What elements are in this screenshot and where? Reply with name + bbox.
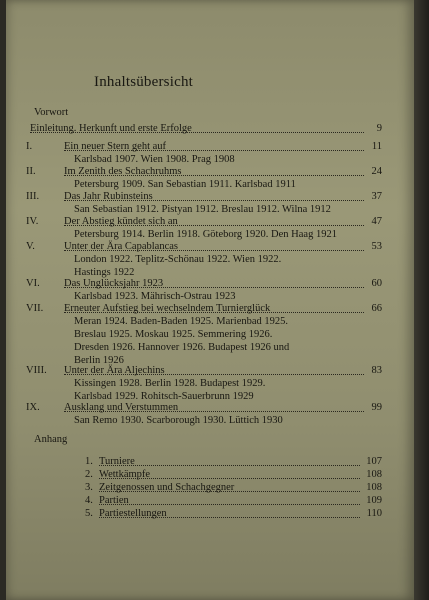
- appendix-number: 1.: [85, 456, 93, 467]
- appendix-title: Partien: [99, 495, 129, 506]
- chapter-tournaments: Karlsbad 1923. Mährisch-Ostrau 1923: [74, 291, 236, 302]
- chapter-tournaments: Dresden 1926. Hannover 1926. Budapest 1926 und: [74, 342, 290, 353]
- book-page: [6, 0, 414, 600]
- chapter-tournaments: Karlsbad 1907. Wien 1908. Prag 1908: [74, 154, 235, 165]
- leader-dots: [99, 465, 360, 466]
- chapter-title: Unter der Ära Aljechins: [64, 365, 165, 376]
- chapter-number: V.: [26, 241, 35, 252]
- intro-entry: [30, 122, 382, 135]
- chapter-page: 60: [371, 278, 382, 289]
- appendix-number: 2.: [85, 469, 93, 480]
- chapter-number: I.: [26, 141, 33, 152]
- appendix-title: Zeitgenossen und Schachgegner: [99, 482, 235, 493]
- foreword-label: Vorwort: [34, 107, 69, 118]
- chapter-page: 83: [371, 365, 382, 376]
- appendix-number: 3.: [85, 482, 93, 493]
- chapter-title: Das Unglücksjahr 1923: [64, 278, 164, 289]
- appendix-title: Wettkämpfe: [99, 469, 151, 480]
- chapter-number: VII.: [26, 303, 44, 314]
- chapter-title: Unter der Ära Capablancas: [64, 241, 178, 252]
- chapter-title: Ein neuer Stern geht auf: [64, 141, 167, 152]
- page-title: Inhaltsübersicht: [94, 74, 194, 90]
- appendix-page: 108: [366, 482, 382, 493]
- chapter-number: III.: [26, 191, 40, 202]
- appendix-title: Turniere: [99, 456, 135, 467]
- chapter-tournaments: San Remo 1930. Scarborough 1930. Lüttich 1930: [74, 415, 283, 426]
- appendix-page: 108: [366, 469, 382, 480]
- chapter-title: Das Jahr Rubinsteins: [64, 191, 153, 202]
- chapter-page: 24: [371, 166, 382, 177]
- chapter-page: 11: [371, 141, 382, 152]
- chapter-tournaments: Petersburg 1909. San Sebastian 1911. Karlsbad 1911: [74, 179, 296, 190]
- chapter-page: 53: [371, 241, 382, 252]
- chapter-number: II.: [26, 166, 36, 177]
- chapter-number: IX.: [26, 402, 40, 413]
- chapter-tournaments: Kissingen 1928. Berlin 1928. Budapest 1929.: [74, 378, 266, 389]
- chapter-tournaments: Berlin 1926: [74, 355, 124, 366]
- chapter-tournaments: Breslau 1925. Moskau 1925. Semmering 1926.: [74, 329, 273, 340]
- chapter-tournaments: San Sebastian 1912. Pistyan 1912. Breslau 1912. Wilna 1912: [74, 204, 331, 215]
- chapter-page: 37: [371, 191, 382, 202]
- appendix-number: 5.: [85, 508, 93, 519]
- chapter-tournaments: London 1922. Teplitz-Schönau 1922. Wien 1922.: [74, 254, 282, 265]
- chapter-title: Erneuter Aufstieg bei wechselndem Turnierglück: [64, 303, 271, 314]
- intro-page: 9: [376, 123, 382, 134]
- intro-label: Einleitung. Herkunft und erste Erfolge: [30, 123, 192, 134]
- chapter-title: Ausklang und Verstummen: [64, 402, 179, 413]
- appendix-page: 109: [366, 495, 382, 506]
- appendix-label: Anhang: [34, 434, 68, 445]
- page-edge: [414, 0, 429, 600]
- chapter-number: VIII.: [26, 365, 47, 376]
- chapter-title: Im Zenith des Schachruhms: [64, 166, 182, 177]
- chapter-page: 99: [371, 402, 382, 413]
- chapter-tournaments: Hastings 1922: [74, 267, 135, 278]
- chapter-page: 66: [371, 303, 382, 314]
- chapter-number: IV.: [26, 216, 39, 227]
- appendix-page: 107: [366, 456, 382, 467]
- appendix-number: 4.: [85, 495, 93, 506]
- chapter-tournaments: Petersburg 1914. Berlin 1918. Göteborg 1920. Den Haag 1921: [74, 229, 337, 240]
- chapter-page: 47: [371, 216, 382, 227]
- appendix-page: 110: [366, 508, 382, 519]
- appendix-title: Partiestellungen: [99, 508, 167, 519]
- chapter-tournaments: Karlsbad 1929. Rohitsch-Sauerbrunn 1929: [74, 391, 254, 402]
- chapter-tournaments: Meran 1924. Baden-Baden 1925. Marienbad 1925.: [74, 316, 289, 327]
- chapter-number: VI.: [26, 278, 40, 289]
- chapter-title: Der Abstieg kündet sich an: [64, 216, 178, 227]
- leader-dots: [99, 504, 360, 505]
